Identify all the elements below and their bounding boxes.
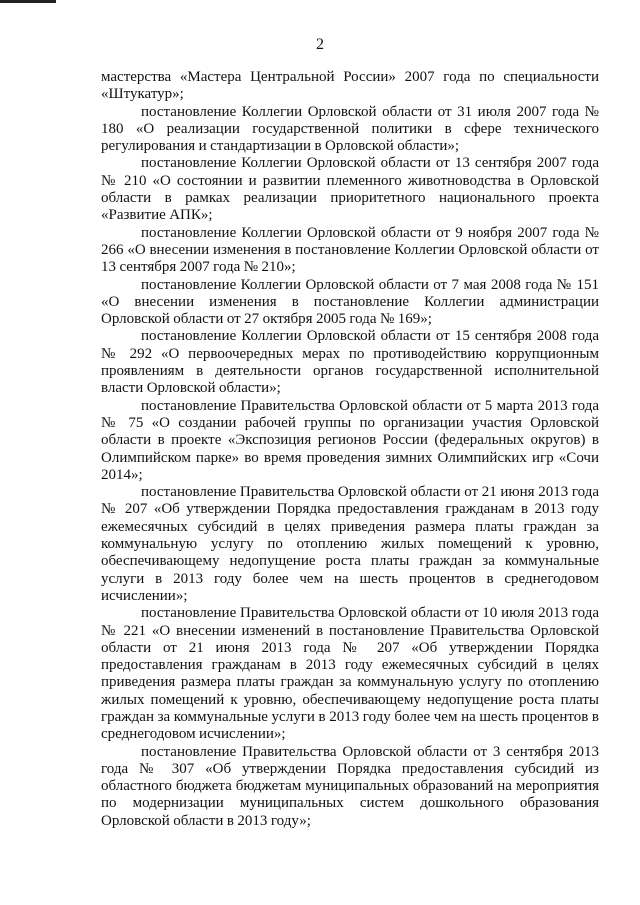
page-number: 2 [316,36,324,53]
list-item: постановление Коллегии Орловской области от 13 сентября 2007 года № 210 «О состоянии и развитии племенного животноводства в Орловской области в рамках реализации приоритетного национального проекта «Развитие АПК»; [101,155,599,224]
list-item: постановление Правительства Орловской области от 3 сентября 2013 года № 307 «Об утверждении Порядка предоставления субсидий из областного бюджета бюджетам муниципальных образований на мероприятия по модернизации муниципальных систем дошкольного образования Орловской области в 2013 году»; [101,743,599,829]
list-item: постановление Коллегии Орловской области от 15 сентября 2008 года № 292 «О первоочередных мерах по противодействию коррупционным проявлениям в деятельности органов государственной исполнительной власти Орловской области»; [101,328,599,397]
list-item: постановление Коллегии Орловской области от 9 ноября 2007 года № 266 «О внесении изменения в постановление Коллегии Орловской области от 13 сентября 2007 года № 210»; [101,224,599,276]
list-item: постановление Коллегии Орловской области от 31 июля 2007 года № 180 «О реализации государственной политики в сфере технического регулирования и стандартизации в Орловской области»; [101,103,599,155]
scan-edge-mark [0,0,56,3]
list-item: постановление Правительства Орловской области от 21 июня 2013 года № 207 «Об утверждении Порядка предоставления гражданам в 2013 году ежемесячных субсидий в целях приведения размера платы граждан за коммунальную услугу по отоплению жилых помещений к уровню, обеспечивающему недопущение роста платы граждан за коммунальные услуги в 2013 году более чем на шесть процентов в среднегодовом исчислении»; [101,484,599,604]
paragraph-continuation: мастерства «Мастера Центральной России» 2007 года по специальности «Штукатур»; [101,69,599,103]
list-item: постановление Правительства Орловской области от 10 июля 2013 года № 221 «О внесении изменений в постановление Правительства Орловской области от 21 июня 2013 года № 207 «Об утверждении Порядка предоставления гражданам в 2013 году ежемесячных субсидий в целях приведения размера платы граждан за коммунальную услугу по отоплению жилых помещений к уровню, обеспечивающему недопущение роста платы граждан за коммунальные услуги в 2013 году более чем на шесть процентов в среднегодовом исчислении»; [101,605,599,743]
list-item: постановление Правительства Орловской области от 5 марта 2013 года № 75 «О создании рабочей группы по организации участия Орловской области в проекте «Экспозиция регионов России (федеральных округов) в Олимпийском парке» во время проведения зимних Олимпийских игр «Сочи 2014»; [101,397,599,483]
document-body [101,69,599,830]
list-item: постановление Коллегии Орловской области от 7 мая 2008 года № 151 «О внесении изменения в постановление Коллегии администрации Орловской области от 27 октября 2005 года № 169»; [101,276,599,328]
